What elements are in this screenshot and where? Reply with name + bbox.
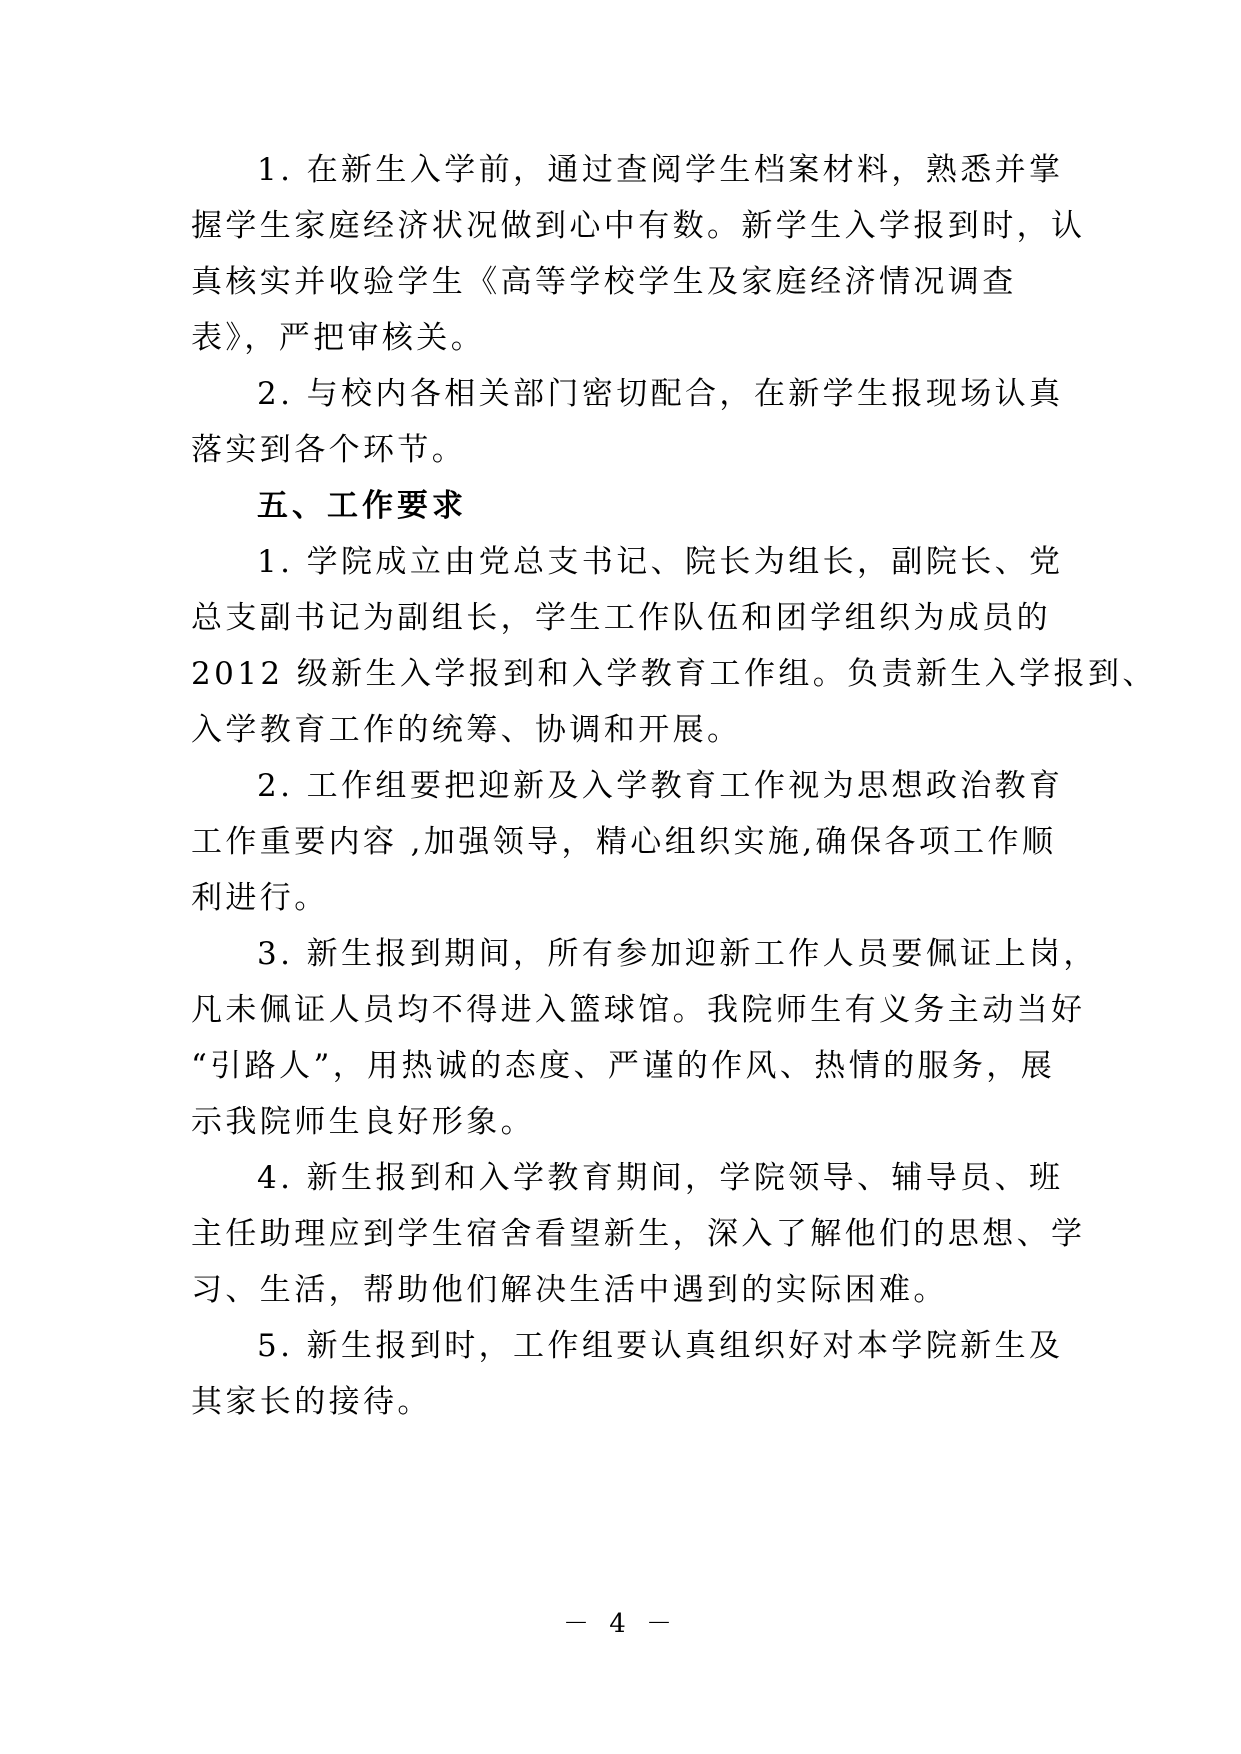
paragraph-4-1-line: 1. 在新生入学前，通过查阅学生档案材料，熟悉并掌 — [257, 152, 1064, 188]
paragraph-5-4-line: 主任助理应到学生宿舍看望新生，深入了解他们的思想、学 — [191, 1216, 1086, 1252]
section-heading-work-requirements: 五、工作要求 — [257, 488, 467, 524]
paragraph-5-3-line: 凡未佩证人员均不得进入篮球馆。我院师生有义务主动当好 — [191, 992, 1086, 1028]
paragraph-5-3-line: 示我院师生良好形象。 — [191, 1104, 535, 1140]
paragraph-4-1-line: 表》，严把审核关。 — [191, 320, 486, 356]
paragraph-4-1-line: 握学生家庭经济状况做到心中有数。新学生入学报到时，认 — [191, 208, 1086, 244]
paragraph-5-1-line: 入学教育工作的统筹、协调和开展。 — [191, 712, 742, 748]
paragraph-5-3-line: “引路人”，用热诚的态度、严谨的作风、热情的服务，展 — [191, 1048, 1056, 1084]
paragraph-5-5-line: 5. 新生报到时，工作组要认真组织好对本学院新生及 — [257, 1328, 1064, 1364]
paragraph-4-2-line: 落实到各个环节。 — [191, 432, 467, 468]
paragraph-4-1-line: 真核实并收验学生《高等学校学生及家庭经济情况调查 — [191, 264, 1017, 300]
paragraph-5-3-line: 3. 新生报到期间，所有参加迎新工作人员要佩证上岗， — [257, 936, 1098, 972]
paragraph-5-2-line: 工作重要内容 ,加强领导，精心组织实施,确保各项工作顺 — [191, 824, 1057, 860]
page-number: － 4 － — [562, 1609, 679, 1639]
paragraph-5-4-line: 习、生活，帮助他们解决生活中遇到的实际困难。 — [191, 1272, 948, 1308]
paragraph-5-1-line: 总支副书记为副组长，学生工作队伍和团学组织为成员的 — [191, 600, 1051, 636]
paragraph-5-2-line: 利进行。 — [191, 880, 329, 916]
paragraph-5-1-line: 1. 学院成立由党总支书记、院长为组长，副院长、党 — [257, 544, 1064, 580]
paragraph-5-2-line: 2. 工作组要把迎新及入学教育工作视为思想政治教育 — [257, 768, 1064, 804]
paragraph-4-2-line: 2. 与校内各相关部门密切配合，在新学生报现场认真 — [257, 376, 1064, 412]
paragraph-5-5-line: 其家长的接待。 — [191, 1384, 432, 1420]
paragraph-5-4-line: 4. 新生报到和入学教育期间，学院领导、辅导员、班 — [257, 1160, 1064, 1196]
paragraph-5-1-line: 2012 级新生入学报到和入学教育工作组。负责新生入学报到、 — [191, 656, 1157, 692]
